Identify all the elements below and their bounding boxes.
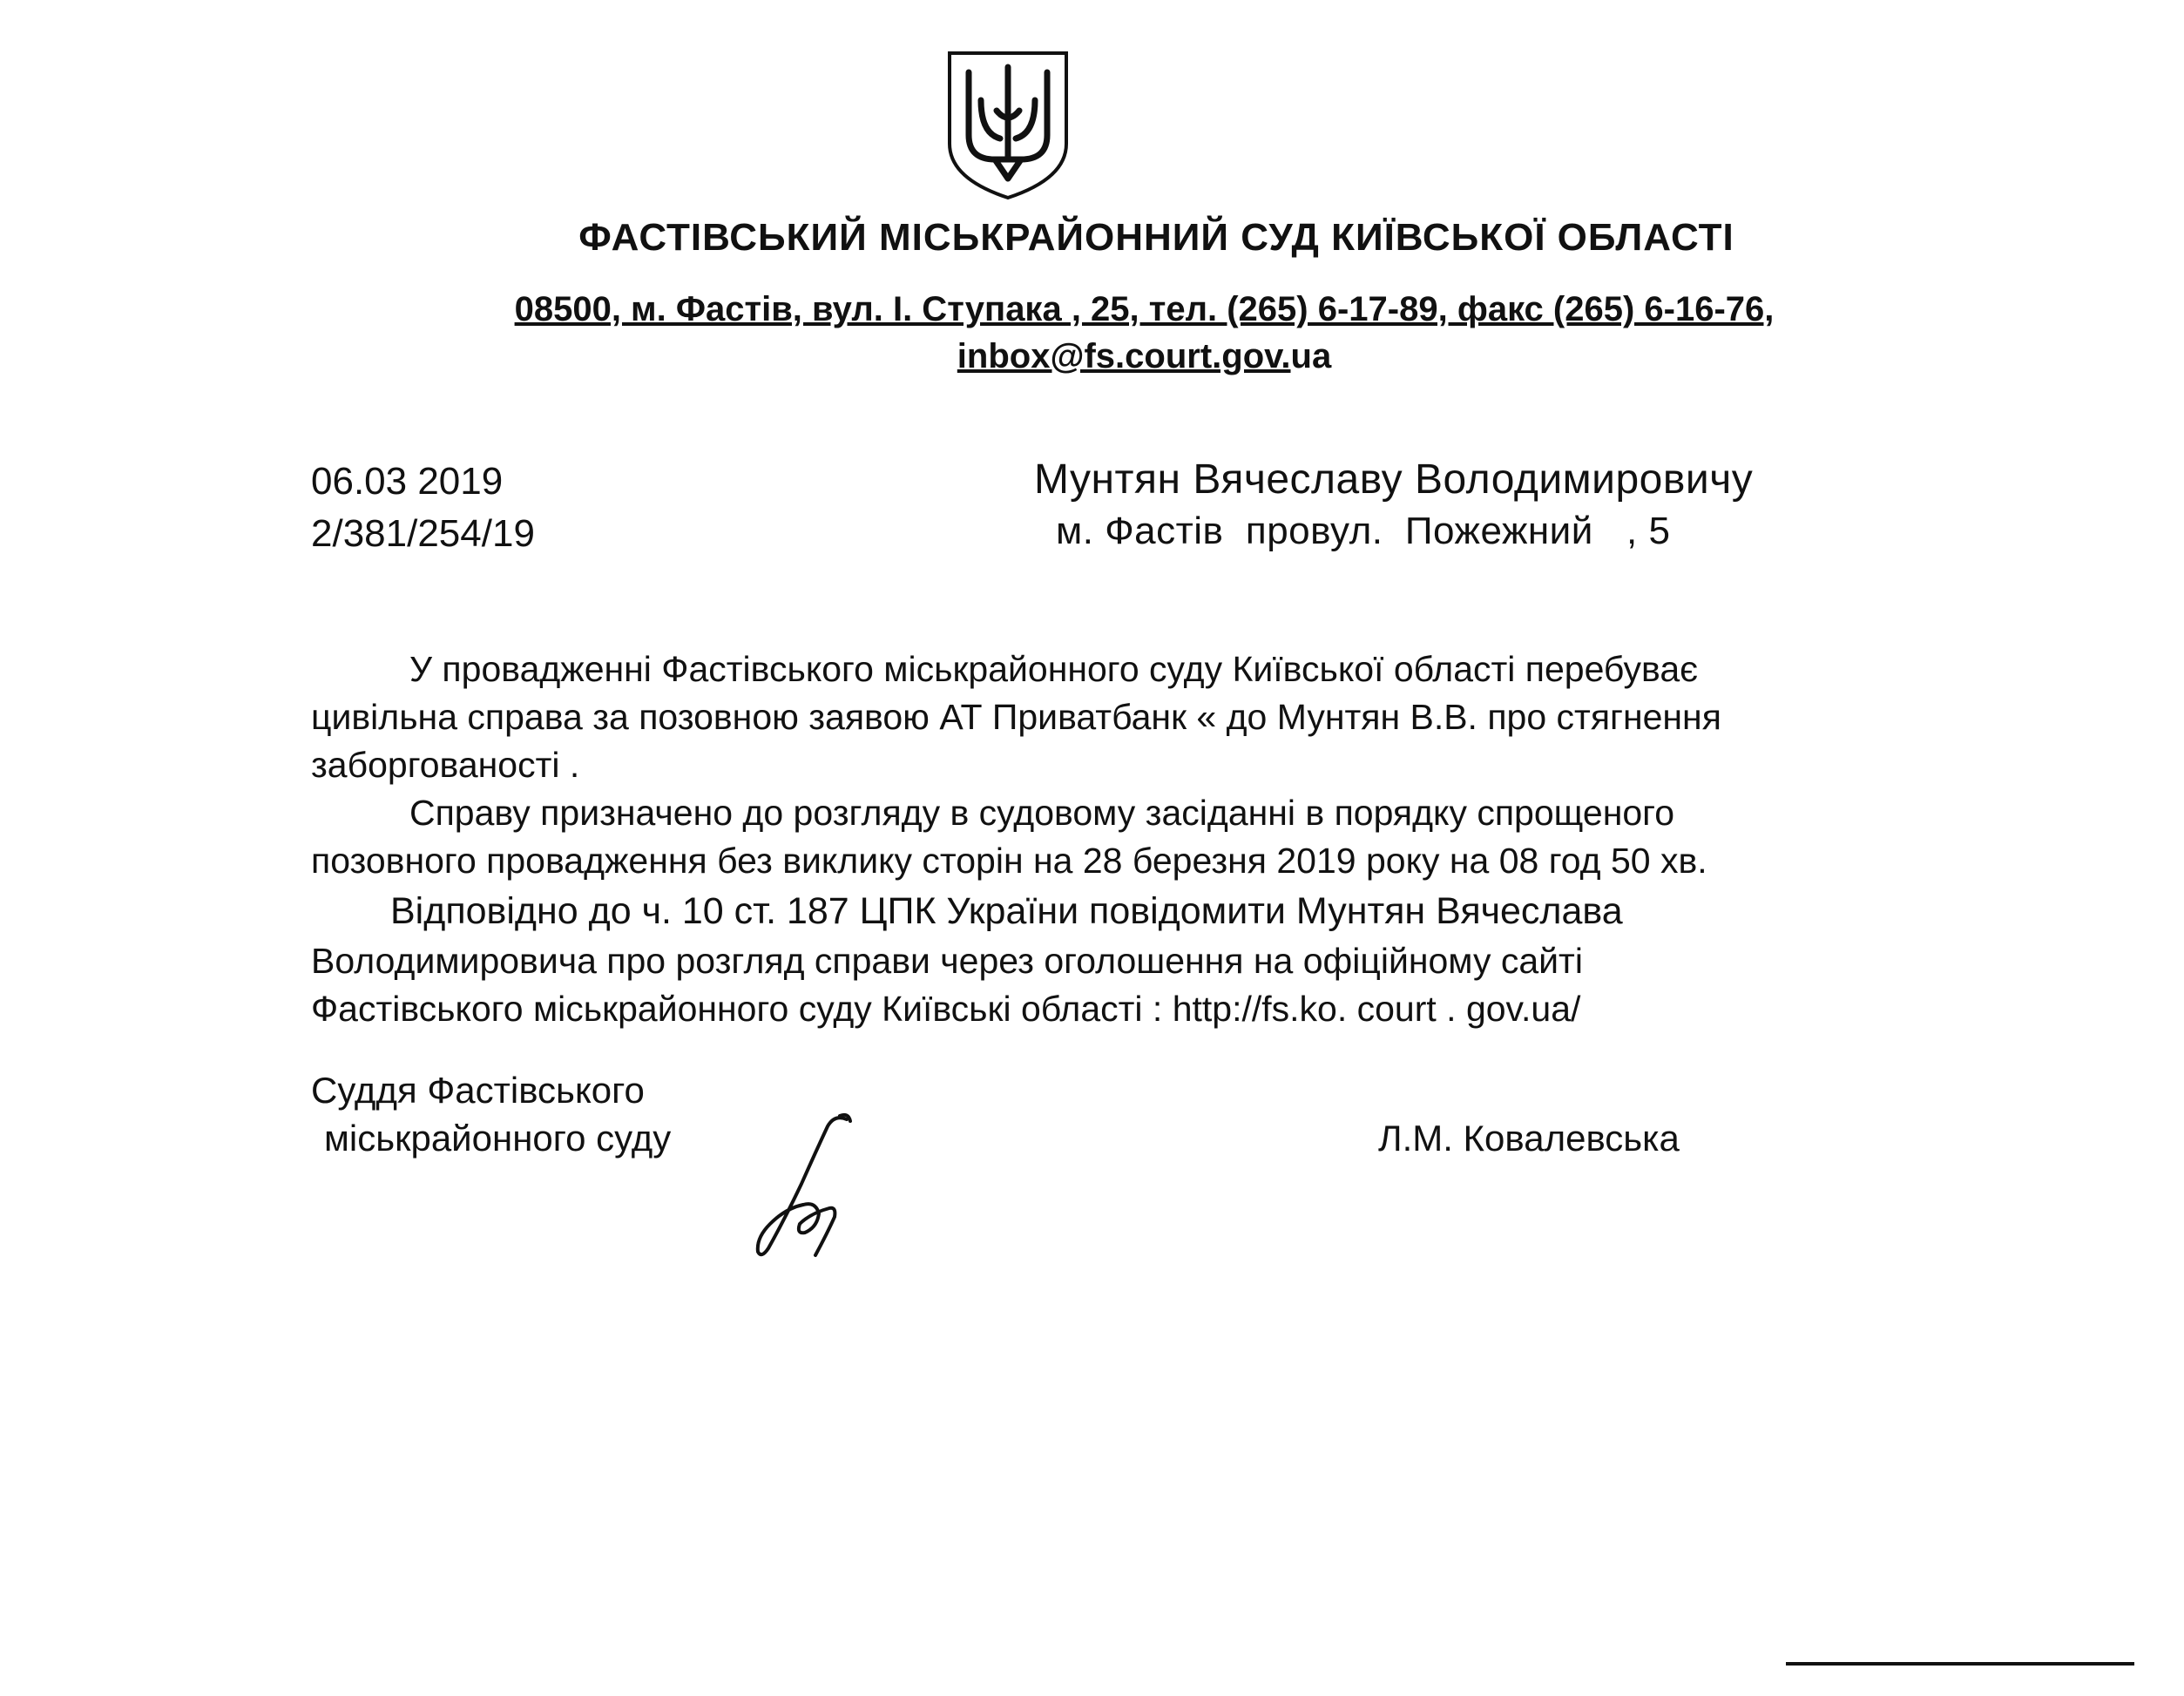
court-email	[0, 337, 2184, 376]
signature-label-line-1: Суддя Фастівського	[311, 1070, 645, 1111]
signature-label-line-2: міськрайонного суду	[324, 1118, 672, 1159]
recipient-name: Мунтян Вячеславу Володимировичу	[1034, 456, 1754, 503]
body-line-7: Володимировича про розгляд справи через оголошення на офіційному сайті	[311, 941, 1583, 981]
body-line-8: Фастівського міськрайонного суду Київські області : http://fs.ko. court . gov.ua/	[311, 989, 1581, 1029]
trident-coat-of-arms-icon	[943, 48, 1073, 200]
court-email-domain: ua	[1290, 337, 1332, 375]
letter-date: 06.03 2019	[311, 460, 504, 503]
court-title: ФАСТІВСЬКИЙ МІСЬКРАЙОННИЙ СУД КИЇВСЬКОЇ ОБЛАСТІ	[578, 216, 1734, 259]
letter-number: 2/381/254/19	[311, 512, 535, 555]
judge-name: Л.М. Ковалевська	[1378, 1118, 1680, 1159]
court-email-user[interactable]: inbox@fs.court.gov.	[957, 337, 1291, 375]
body-line-2: цивільна справа за позовною заявою АТ Приватбанк « до Мунтян В.В. про стягнення	[311, 697, 1721, 737]
handwritten-signature-icon	[732, 1111, 880, 1263]
body-line-4: Справу призначено до розгляду в судовому засіданні в порядку спрощеного	[409, 793, 1675, 833]
recipient-address: м. Фастів провул. Пожежний , 5	[1056, 510, 1671, 552]
body-line-1: У провадженні Фастівського міськрайонного суду Київської області перебуває	[409, 649, 1699, 689]
body-line-6: Відповідно до ч. 10 ст. 187 ЦПК України повідомити Мунтян Вячеслава	[390, 890, 1623, 932]
body-line-3: заборгованості .	[311, 745, 580, 785]
footer-rule	[1786, 1662, 2134, 1666]
court-address: 08500, м. Фастів, вул. І. Ступака , 25, тел. (265) 6-17-89, факс (265) 6-16-76,	[514, 290, 1775, 328]
body-line-5: позовного провадження без виклику сторін на 28 березня 2019 року на 08 год 50 хв.	[311, 841, 1707, 881]
